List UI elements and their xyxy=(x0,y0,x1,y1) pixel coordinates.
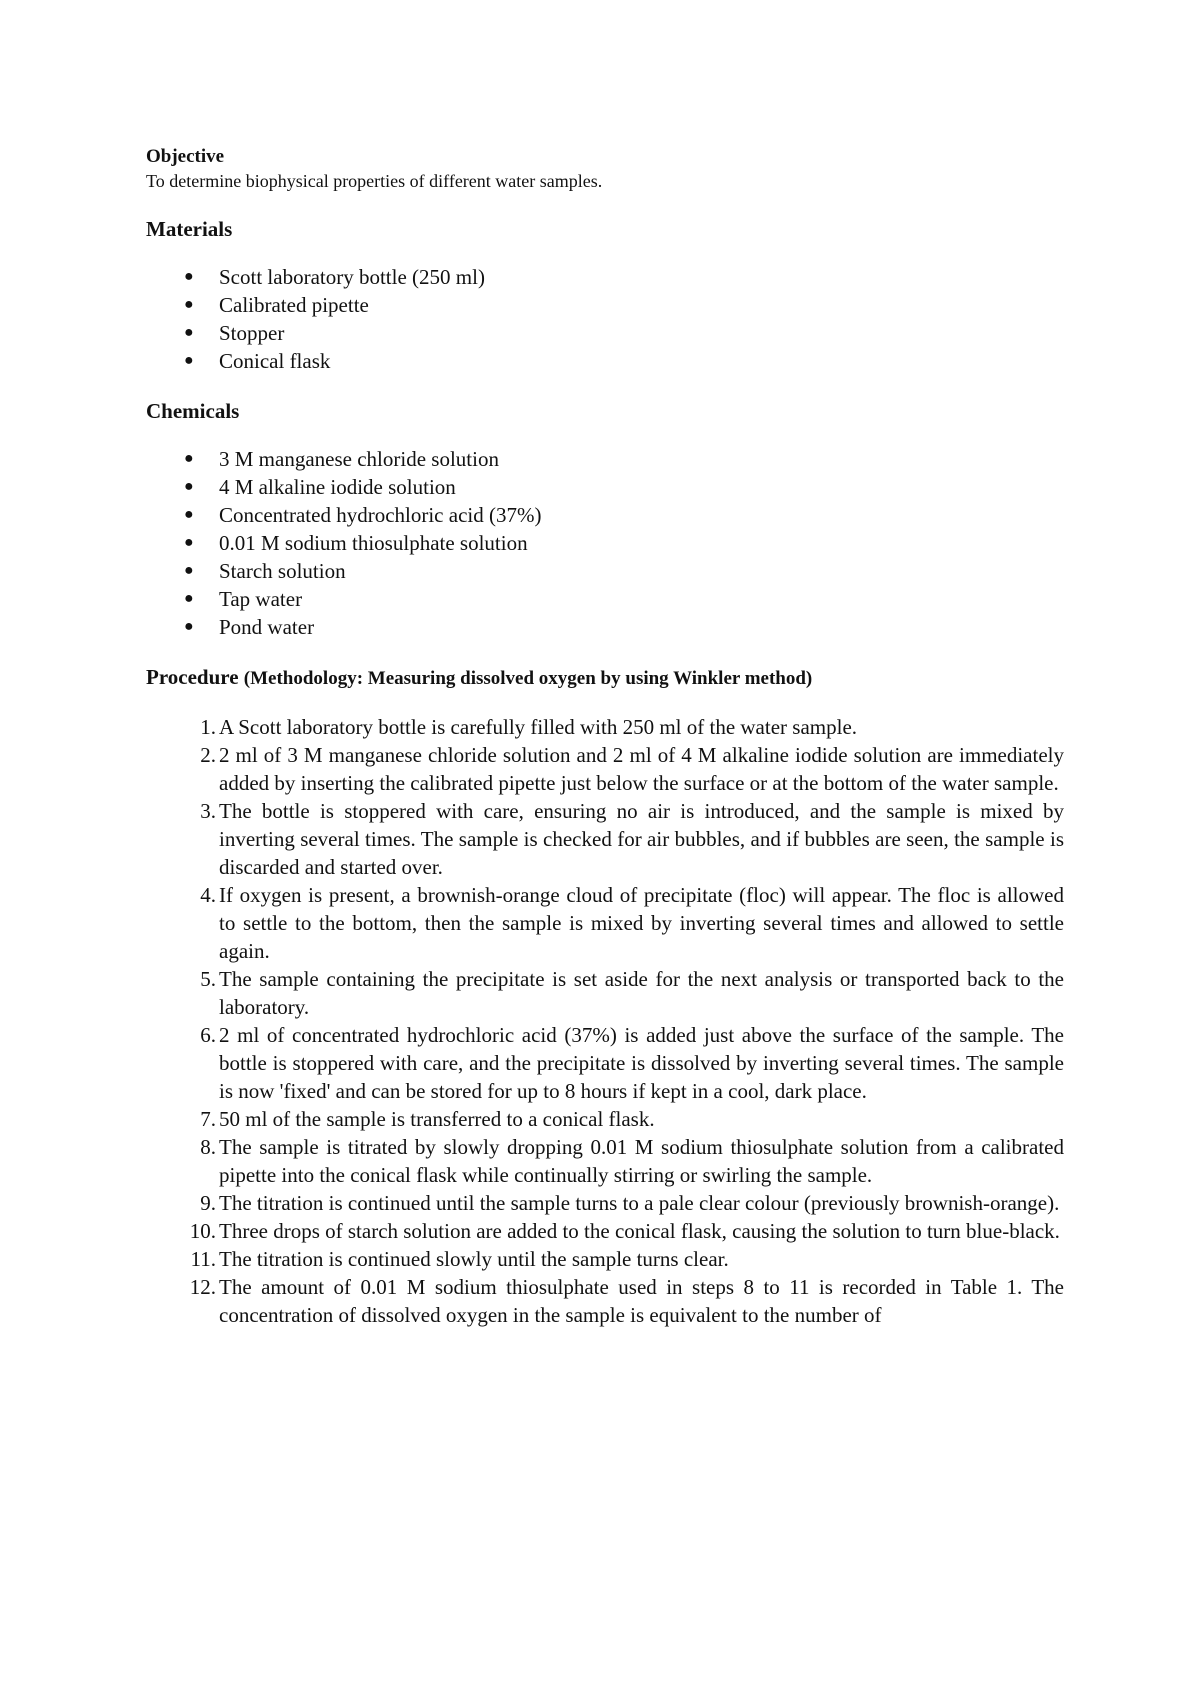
procedure-step xyxy=(146,1189,1064,1217)
procedure-step xyxy=(146,881,1064,965)
procedure-steps xyxy=(146,713,1064,1329)
list-item xyxy=(146,501,1064,529)
bullet-icon: ● xyxy=(184,562,194,579)
bullet-icon: ● xyxy=(184,590,194,607)
step-text: The titration is continued until the sample turns to a pale clear colour (previously brownish-orange). xyxy=(219,1191,1060,1215)
procedure-step xyxy=(146,1021,1064,1105)
step-number: 9. xyxy=(200,1191,216,1215)
procedure-heading xyxy=(146,663,1064,693)
list-item-text: Stopper xyxy=(219,321,285,345)
list-item-text: 3 M manganese chloride solution xyxy=(219,447,499,471)
step-text: The bottle is stoppered with care, ensuring no air is introduced, and the sample is mixed by inverting several times. The sample is checked for air bubbles, and if bubbles are seen, the sample is discarded and started over. xyxy=(219,799,1064,879)
step-number: 2. xyxy=(200,743,216,767)
procedure-step xyxy=(146,1273,1064,1329)
objective-text: To determine biophysical properties of different water samples. xyxy=(146,171,603,191)
list-item-text: Conical flask xyxy=(219,349,331,373)
procedure-step xyxy=(146,797,1064,881)
step-text: If oxygen is present, a brownish-orange cloud of precipitate (floc) will appear. The floc is allowed to settle to the bottom, then the sample is mixed by inverting several times and allowed to settle again. xyxy=(219,883,1064,963)
list-item-text: Tap water xyxy=(219,587,303,611)
step-number: 5. xyxy=(200,967,216,991)
procedure-step xyxy=(146,1133,1064,1189)
list-item xyxy=(146,319,1064,347)
step-text: 2 ml of concentrated hydrochloric acid (37%) is added just above the surface of the sample. The bottle is stoppered with care, and the precipitate is dissolved by inverting several times. The sample is now 'fixed' and can be stored for up to 8 hours if kept in a cool, dark place. xyxy=(219,1023,1064,1103)
list-item-text: Concentrated hydrochloric acid (37%) xyxy=(219,503,542,527)
list-item xyxy=(146,585,1064,613)
list-item-text: Calibrated pipette xyxy=(219,293,369,317)
materials-list xyxy=(146,263,1064,375)
list-item xyxy=(146,263,1064,291)
bullet-icon: ● xyxy=(184,478,194,495)
procedure-step xyxy=(146,713,1064,741)
step-text: The amount of 0.01 M sodium thiosulphate used in steps 8 to 11 is recorded in Table 1. The concentration of dissolved oxygen in the sample is equivalent to the number of xyxy=(219,1275,1064,1327)
step-text: 50 ml of the sample is transferred to a conical flask. xyxy=(219,1107,655,1131)
document-page xyxy=(146,144,1064,1329)
chemicals-list xyxy=(146,445,1064,641)
list-item xyxy=(146,291,1064,319)
list-item-text: Scott laboratory bottle (250 ml) xyxy=(219,265,485,289)
procedure-step xyxy=(146,1105,1064,1133)
step-text: The sample is titrated by slowly dropping 0.01 M sodium thiosulphate solution from a calibrated pipette into the conical flask while continually stirring or swirling the sample. xyxy=(219,1135,1064,1187)
step-number: 7. xyxy=(200,1107,216,1131)
step-number: 1. xyxy=(200,715,216,739)
list-item xyxy=(146,445,1064,473)
list-item xyxy=(146,613,1064,641)
list-item xyxy=(146,557,1064,585)
list-item xyxy=(146,473,1064,501)
bullet-icon: ● xyxy=(184,324,194,341)
list-item xyxy=(146,529,1064,557)
step-number: 11. xyxy=(190,1247,216,1271)
bullet-icon: ● xyxy=(184,618,194,635)
list-item-text: 4 M alkaline iodide solution xyxy=(219,475,456,499)
bullet-icon: ● xyxy=(184,268,194,285)
bullet-icon: ● xyxy=(184,506,194,523)
procedure-step xyxy=(146,741,1064,797)
step-number: 8. xyxy=(200,1135,216,1159)
procedure-step xyxy=(146,1217,1064,1245)
list-item-text: Starch solution xyxy=(219,559,346,583)
procedure-step xyxy=(146,965,1064,1021)
step-number: 4. xyxy=(200,883,216,907)
step-text: The sample containing the precipitate is set aside for the next analysis or transported back to the laboratory. xyxy=(219,967,1064,1019)
step-number: 6. xyxy=(200,1023,216,1047)
step-text: Three drops of starch solution are added to the conical flask, causing the solution to turn blue-black. xyxy=(219,1219,1060,1243)
bullet-icon: ● xyxy=(184,296,194,313)
procedure-subtitle: (Methodology: Measuring dissolved oxygen by using Winkler method) xyxy=(243,668,813,689)
procedure-title: Procedure xyxy=(146,665,239,689)
procedure-step xyxy=(146,1245,1064,1273)
bullet-icon: ● xyxy=(184,352,194,369)
step-text: 2 ml of 3 M manganese chloride solution and 2 ml of 4 M alkaline iodide solution are immediately added by inserting the calibrated pipette just below the surface or at the bottom of the water sample. xyxy=(219,743,1064,795)
step-number: 12. xyxy=(189,1275,216,1299)
list-item xyxy=(146,347,1064,375)
bullet-icon: ● xyxy=(184,450,194,467)
step-number: 10. xyxy=(189,1219,216,1243)
list-item-text: 0.01 M sodium thiosulphate solution xyxy=(219,531,528,555)
materials-heading: Materials xyxy=(146,217,233,241)
step-text: The titration is continued slowly until the sample turns clear. xyxy=(219,1247,729,1271)
chemicals-heading: Chemicals xyxy=(146,399,240,423)
step-number: 3. xyxy=(200,799,216,823)
objective-heading: Objective xyxy=(146,146,225,167)
bullet-icon: ● xyxy=(184,534,194,551)
list-item-text: Pond water xyxy=(219,615,315,639)
step-text: A Scott laboratory bottle is carefully filled with 250 ml of the water sample. xyxy=(219,715,858,739)
